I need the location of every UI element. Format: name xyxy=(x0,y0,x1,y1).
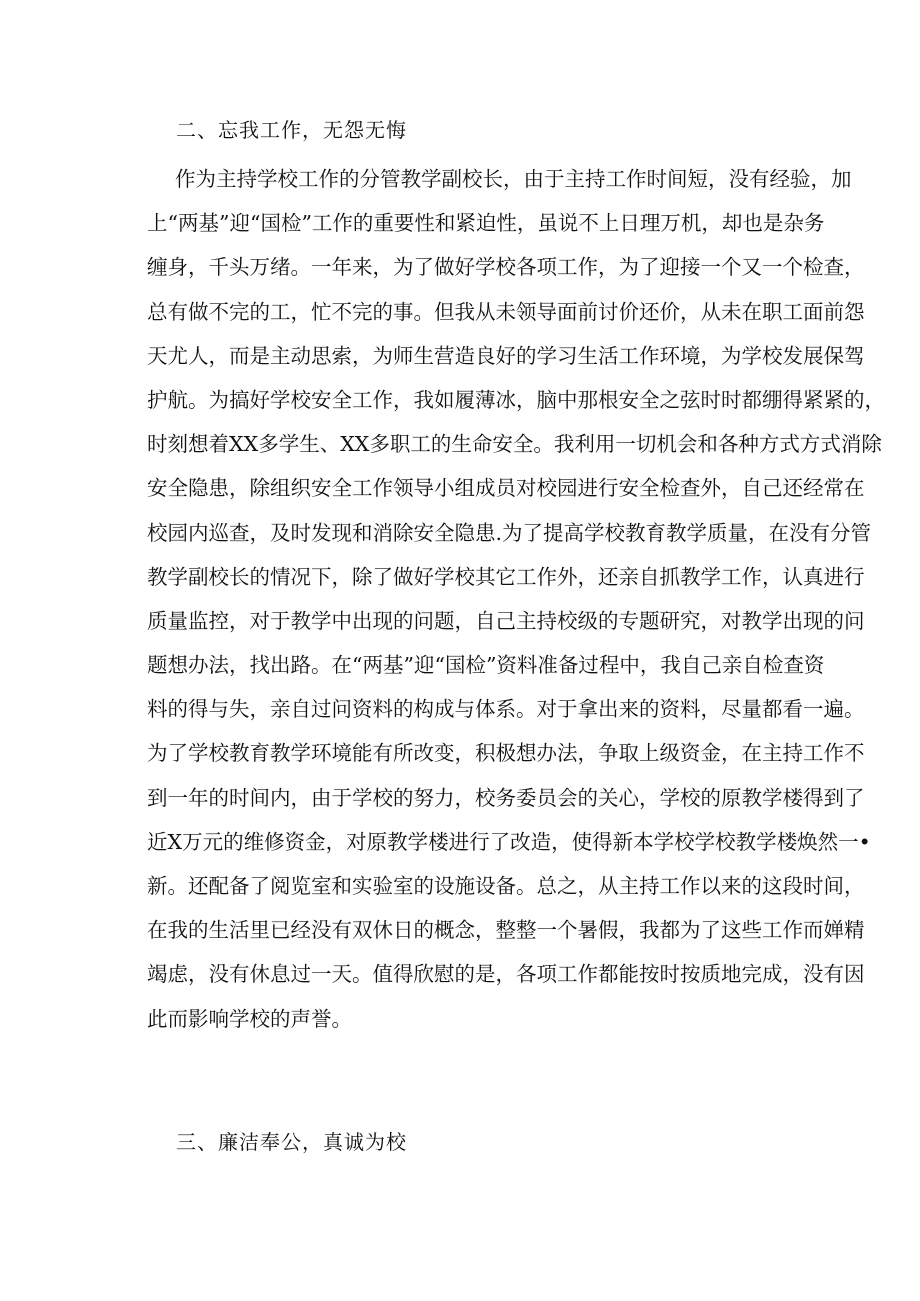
paragraph-line: 天尤人，而是主动思索，为师生营造良好的学习生活工作环境，为学校发展保驾 xyxy=(147,343,865,368)
paragraph-line: 上“两基”迎“国检”工作的重要性和紧迫性，虽说不上日理万机，却也是杂务 xyxy=(147,211,825,236)
paragraph-line: 作为主持学校工作的分管教学副校长，由于主持工作时间短，没有经验，加 xyxy=(175,167,852,191)
paragraph-line: 近X万元的维修资金，对原教学楼进行了改造，使得新本学校学校教学楼焕然一• xyxy=(147,829,871,854)
paragraph-line: 料的得与失，亲自过问资料的构成与体系。对于拿出来的资料，尽量都看一遍。 xyxy=(147,697,865,722)
paragraph-line: 护航。为搞好学校安全工作，我如履薄冰，脑中那根安全之弦时时都绷得紧紧的， xyxy=(147,387,885,412)
paragraph-line: 新。还配备了阅览室和实验室的设施设备。总之，从主持工作以来的这段时间， xyxy=(147,874,865,898)
paragraph-line: 竭虑，没有休息过一天。值得欣慰的是，各项工作都能按时按质地完成，没有因 xyxy=(147,962,865,987)
paragraph-line: 时刻想着XX多学生、XX多职工的生命安全。我利用一切机会和各种方式方式消除 xyxy=(147,432,882,457)
section-2-paragraph xyxy=(147,157,885,1041)
section-heading-2: 二、忘我工作，无怨无悔 xyxy=(176,118,407,142)
paragraph-line: 在我的生活里已经没有双休日的概念，整整一个暑假，我都为了这些工作而婵精 xyxy=(147,918,865,943)
paragraph-line: 总有做不完的工，忙不完的事。但我从未领导面前讨价还价，从未在职工面前怨 xyxy=(147,299,865,324)
section-heading-3: 三、廉洁奉公，真诚为校 xyxy=(176,1130,407,1154)
paragraph-line: 教学副校长的情况下，除了做好学校其它工作外，还亲自抓教学工作，认真进行 xyxy=(147,564,865,589)
paragraph-line: 校园内巡查，及时发现和消除安全隐患.为了提高学校教育教学质量，在没有分管 xyxy=(147,520,872,545)
paragraph-line: 题想办法，找出路。在“两基”迎“国检”资料准备过程中，我自己亲自检查资 xyxy=(147,653,825,678)
paragraph-line: 质量监控，对于教学中出现的问题，自己主持校级的专题研究，对教学出现的问 xyxy=(147,608,865,633)
paragraph-line: 此而影响学校的声誉。 xyxy=(147,1006,352,1031)
paragraph-line: 到一年的时间内，由于学校的努力，校务委员会的关心，学校的原教学楼得到了 xyxy=(147,785,865,810)
paragraph-line: 为了学校教育教学环境能有所改变，积极想办法，争取上级资金，在主持工作不 xyxy=(147,741,865,766)
paragraph-line: 安全隐患，除组织安全工作领导小组成员对校园进行安全检查外，自己还经常在 xyxy=(147,476,865,501)
paragraph-line: 缠身，千头万绪。一年来，为了做好学校各项工作，为了迎接一个又一个检查， xyxy=(147,255,865,280)
